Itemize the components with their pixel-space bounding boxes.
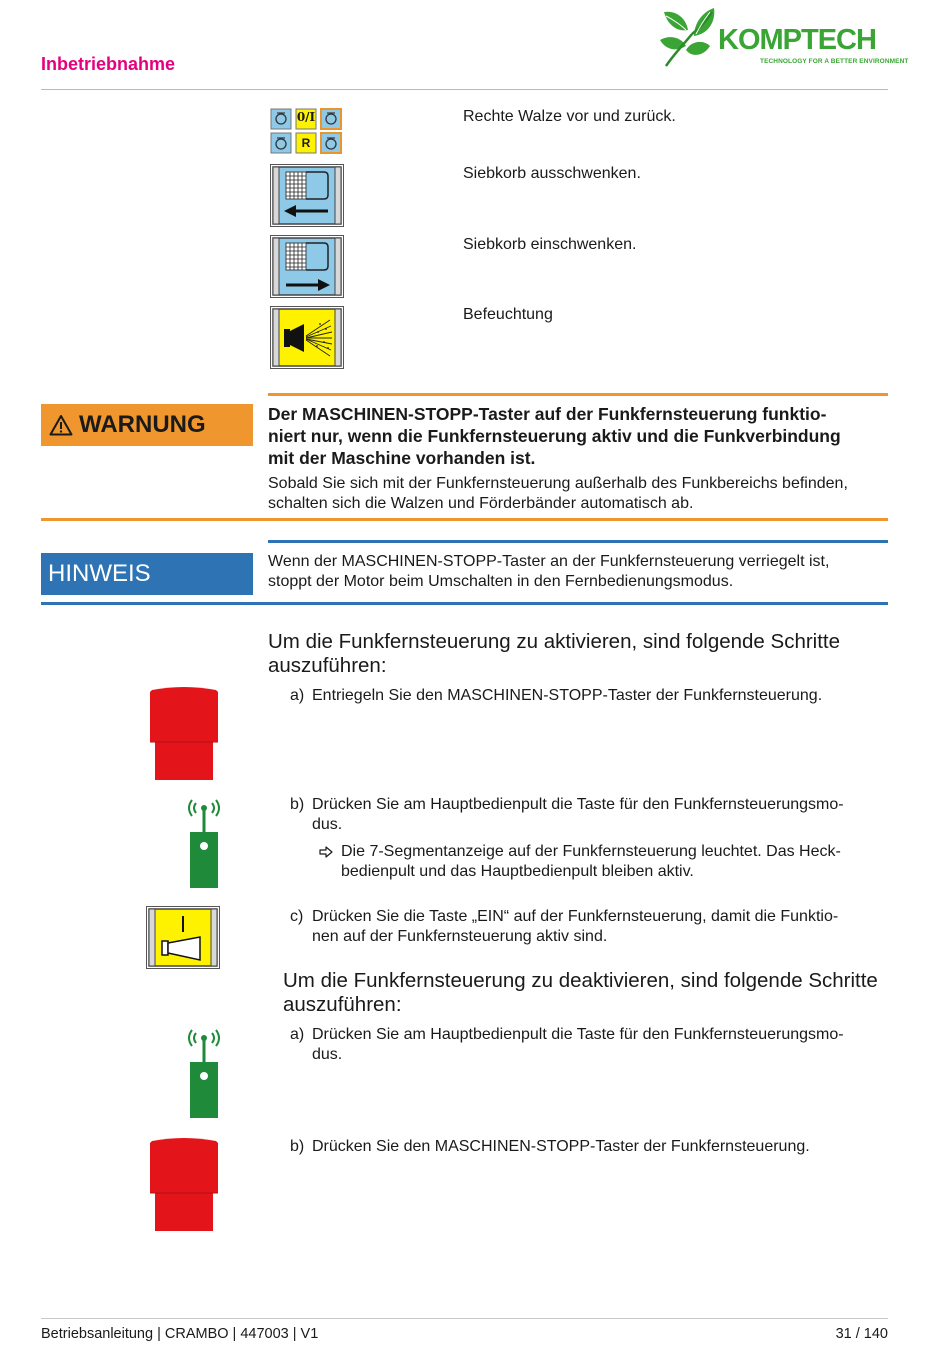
deactivate-step-b bbox=[290, 1137, 910, 1159]
roller-control-keypad-icon bbox=[270, 107, 344, 155]
result-arrow-icon bbox=[319, 845, 333, 863]
warning-label-text: WARNUNG bbox=[79, 411, 206, 438]
note-top-line bbox=[268, 540, 888, 543]
step-text-line: dus. bbox=[312, 1046, 343, 1063]
humidification-icon bbox=[270, 306, 344, 374]
step-label: b) bbox=[290, 796, 305, 813]
activate-step-a bbox=[290, 686, 910, 708]
deactivate-step-a bbox=[290, 1025, 910, 1067]
remote-control-icon bbox=[184, 795, 224, 896]
screen-basket-out-icon bbox=[270, 164, 344, 232]
warning-text-line: schalten sich die Walzen und Förderbänder automatisch ab. bbox=[268, 495, 694, 512]
activate-intro bbox=[268, 630, 908, 678]
icon-desc-humidification: Befeuchtung bbox=[463, 306, 553, 323]
step-label: c) bbox=[290, 908, 304, 925]
footer-divider bbox=[41, 1318, 888, 1319]
result-line: bedienpult und das Hauptbedienpult bleiben aktiv. bbox=[341, 863, 694, 880]
step-text: Entriegeln Sie den MASCHINEN-STOPP-Taster der Funkfernsteuerung. bbox=[312, 687, 823, 704]
icon-desc-roller: Rechte Walze vor und zurück. bbox=[463, 108, 676, 125]
step-text bbox=[312, 907, 838, 947]
section-title: Inbetriebnahme bbox=[41, 54, 176, 74]
step-text bbox=[312, 795, 844, 835]
screen-basket-in-icon bbox=[270, 235, 344, 303]
note-text-line: Wenn der MASCHINEN-STOPP-Taster an der Funkfernsteuerung verriegelt ist, bbox=[268, 553, 830, 570]
activate-intro-line: auszuführen: bbox=[268, 654, 387, 677]
deactivate-intro-line: auszuführen: bbox=[283, 993, 402, 1016]
result-line: Die 7-Segmentanzeige auf der Funkfernsteuerung leuchtet. Das Heck- bbox=[341, 843, 841, 860]
emergency-stop-button-icon bbox=[146, 686, 222, 787]
komptech-logo bbox=[656, 6, 909, 70]
activate-step-c bbox=[290, 907, 910, 949]
activate-intro-line: Um die Funkfernsteuerung zu aktivieren, sind folgende Schritte bbox=[268, 630, 841, 653]
note-text-line: stoppt der Motor beim Umschalten in den Fernbedienungsmodus. bbox=[268, 573, 734, 590]
footer-document-info: Betriebsanleitung | CRAMBO | 447003 | V1 bbox=[41, 1326, 319, 1342]
note-bottom-line bbox=[41, 602, 888, 605]
warning-bold-line: mit der Maschine vorhanden ist. bbox=[268, 448, 536, 468]
note-text bbox=[268, 552, 893, 592]
step-text-line: dus. bbox=[312, 816, 343, 833]
logo-tagline: TECHNOLOGY FOR A BETTER ENVIRONMENT bbox=[760, 58, 909, 65]
deactivate-intro bbox=[283, 969, 923, 1017]
step-text-line: Drücken Sie am Hauptbedienpult die Taste für den Funkfernsteuerungsmo- bbox=[312, 1026, 844, 1043]
emergency-stop-button-icon bbox=[146, 1137, 222, 1238]
activate-step-b-result bbox=[341, 842, 901, 882]
step-text-line: Drücken Sie die Taste „EIN“ auf der Funkfernsteuerung, damit die Funktio- bbox=[312, 908, 839, 925]
step-text: Drücken Sie den MASCHINEN-STOPP-Taster der Funkfernsteuerung. bbox=[312, 1138, 810, 1155]
warning-label bbox=[41, 404, 253, 446]
warning-bold-line: niert nur, wenn die Funkfernsteuerung aktiv und die Funkverbindung bbox=[268, 426, 841, 446]
icon-desc-basket-out: Siebkorb ausschwenken. bbox=[463, 165, 641, 182]
remote-control-icon bbox=[184, 1025, 224, 1126]
warning-text bbox=[268, 474, 893, 514]
logo-text: KOMPTECH bbox=[718, 24, 876, 56]
deactivate-intro-line: Um die Funkfernsteuerung zu deaktivieren, sind folgende Schritte bbox=[283, 969, 878, 992]
note-label: HINWEIS bbox=[41, 553, 253, 595]
step-label: a) bbox=[290, 1026, 305, 1043]
step-text-line: nen auf der Funkfernsteuerung aktiv sind. bbox=[312, 928, 608, 945]
warning-bold-text bbox=[268, 403, 888, 469]
warning-triangle-icon bbox=[49, 414, 73, 436]
step-text bbox=[312, 1025, 844, 1065]
warning-text-line: Sobald Sie sich mit der Funkfernsteuerung außerhalb des Funkbereichs befinden, bbox=[268, 475, 848, 492]
warning-top-line bbox=[268, 393, 888, 396]
r-key-label: R bbox=[301, 136, 311, 150]
step-label: a) bbox=[290, 687, 305, 704]
step-text-line: Drücken Sie am Hauptbedienpult die Taste für den Funkfernsteuerungsmo- bbox=[312, 796, 844, 813]
warning-bold-line: Der MASCHINEN-STOPP-Taster auf der Funkfernsteuerung funktio- bbox=[268, 404, 827, 424]
on-off-key-label: 0/I bbox=[296, 110, 316, 124]
icon-desc-basket-in: Siebkorb einschwenken. bbox=[463, 236, 637, 253]
step-label: b) bbox=[290, 1138, 305, 1155]
leaf-logo-icon bbox=[656, 6, 726, 70]
horn-on-button-icon bbox=[146, 906, 220, 974]
page-number: 31 / 140 bbox=[835, 1326, 888, 1342]
header-divider bbox=[41, 89, 888, 90]
warning-bottom-line bbox=[41, 518, 888, 521]
activate-step-b bbox=[290, 795, 910, 837]
